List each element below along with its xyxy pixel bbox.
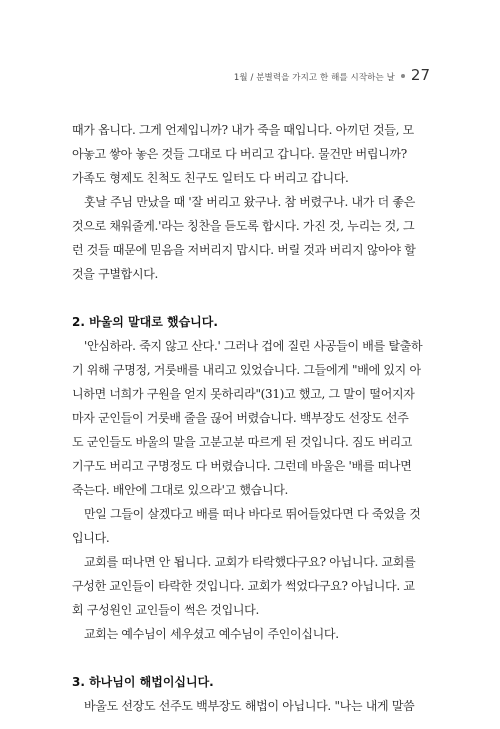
body-line: '안심하라. 죽지 않고 산다.' 그러나 겁에 질린 사공들이 배를 탈출하 [84, 339, 423, 353]
section-gap [72, 646, 432, 670]
body-line: 기구도 버리고 구명정도 다 버렸습니다. 그런데 바울은 '배를 떠나면 [72, 459, 412, 473]
body-line: 입니다. [72, 531, 110, 545]
running-header [234, 66, 430, 84]
page-number: 27 [410, 66, 430, 84]
body-line: 니하면 너희가 구원을 얻지 못하리라"(31)고 했고, 그 말이 떨어지자 [72, 387, 415, 401]
body-line: 가족도 형제도 친척도 친구도 일터도 다 버리고 갑니다. [72, 171, 349, 185]
body-line: 회 구성원인 교인들이 썩은 것입니다. [72, 603, 259, 617]
body-line: 마자 군인들이 거룻배 줄을 끊어 버렸습니다. 백부장도 선장도 선주 [72, 411, 409, 425]
body-line: 교회를 떠나면 안 됩니다. 교회가 타락했다구요? 아닙니다. 교회를 [84, 555, 416, 569]
body-line: 것을 구별합시다. [72, 267, 159, 281]
page-body [72, 118, 432, 718]
body-line: 교회는 예수님이 세우셨고 예수님이 주인이십니다. [84, 627, 339, 641]
body-line: 아놓고 쌓아 놓은 것들 그대로 다 버리고 갑니다. 물건만 버립니까? [72, 147, 407, 161]
body-line: 바울도 선장도 선주도 백부장도 해법이 아닙니다. "나는 내게 말씀 [84, 699, 415, 713]
body-line: 만일 그들이 살겠다고 배를 떠나 바다로 뛰어들었다면 다 죽었을 것 [84, 507, 421, 521]
body-line: 구성한 교인들이 타락한 것입니다. 교회가 썩었다구요? 아닙니다. 교 [72, 579, 415, 593]
body-line: 훗날 주님 만났을 때 '잘 버리고 왔구나. 참 버렸구나. 내가 더 좋은 [84, 195, 415, 209]
body-line: 죽는다. 배안에 그대로 있으라'고 했습니다. [72, 483, 289, 497]
body-line: 도 군인들도 바울의 말을 고분고분 따르게 된 것입니다. 짐도 버리고 [72, 435, 413, 449]
body-line: 것으로 채워줄게.'라는 칭찬을 듣도록 합시다. 가진 것, 누리는 것, 그 [72, 219, 415, 233]
section-heading: 3. 하나님이 해법이십니다. [72, 675, 214, 689]
body-line: 기 위해 구명정, 거룻배를 내리고 있었습니다. 그들에게 "배에 있지 아 [72, 363, 421, 377]
section-heading: 2. 바울의 말대로 했습니다. [72, 315, 218, 329]
body-line: 런 것들 때문에 믿음을 저버리지 맙시다. 버릴 것과 버리지 않아야 할 [72, 243, 416, 257]
section-gap [72, 286, 432, 310]
separator-dot-icon [401, 74, 405, 78]
running-title: 1월 / 분별력을 가지고 한 해를 시작하는 날 [233, 73, 395, 83]
body-line: 때가 옵니다. 그게 언제입니까? 내가 죽을 때입니다. 아끼던 것들, 모 [72, 123, 414, 137]
